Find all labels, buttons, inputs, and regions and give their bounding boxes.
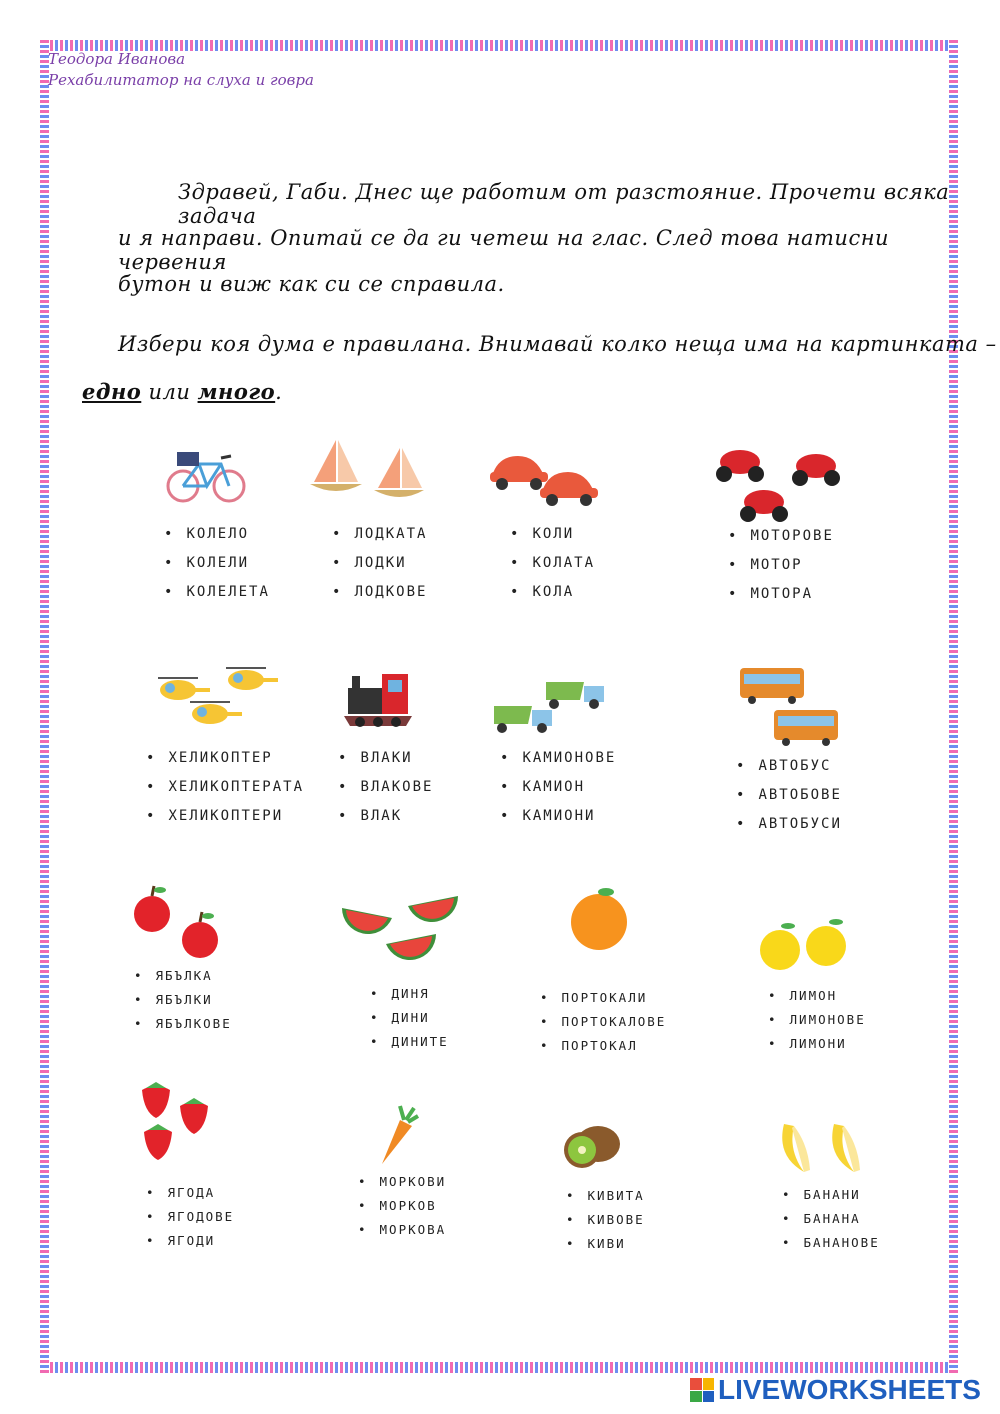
option[interactable]: • БАНАНИ: [782, 1183, 880, 1207]
option[interactable]: • АВТОБУС: [736, 752, 842, 781]
apples-icon: [132, 884, 222, 966]
option[interactable]: • БАНАНОВЕ: [782, 1231, 880, 1255]
options-bananas: [782, 1183, 880, 1255]
trucks-icon: [492, 678, 612, 740]
option[interactable]: • КОЛИ: [510, 520, 595, 549]
option[interactable]: • ДИНЯ: [370, 982, 449, 1006]
option[interactable]: • КИВИ: [566, 1232, 645, 1256]
option[interactable]: • ЯБЪЛКОВЕ: [134, 1012, 232, 1036]
option[interactable]: • КОЛА: [510, 578, 595, 607]
logo-mark-icon: [690, 1378, 714, 1402]
options-watermelons: [370, 982, 449, 1054]
instruction-line-3: бутон и виж как си се справила.: [118, 272, 505, 296]
options-helicopters: [146, 744, 304, 831]
option[interactable]: • ВЛАК: [338, 802, 433, 831]
option[interactable]: • ПОРТОКАЛ: [540, 1034, 666, 1058]
option[interactable]: • КОЛЕЛЕТА: [164, 578, 270, 607]
options-trucks: [500, 744, 616, 831]
carrot-icon: [370, 1104, 420, 1170]
option[interactable]: • ЛИМОН: [768, 984, 866, 1008]
options-lemons: [768, 984, 866, 1056]
option[interactable]: • МОТОР: [728, 551, 834, 580]
option[interactable]: • ЛОДКИ: [332, 549, 427, 578]
kiwi-icon: [560, 1122, 622, 1174]
author-role: Рехабилитатор на слуха и говра: [48, 71, 314, 89]
option[interactable]: • ЯБЪЛКИ: [134, 988, 232, 1012]
option[interactable]: • КОЛЕЛО: [164, 520, 270, 549]
author-name: Теодора Иванова: [48, 50, 186, 68]
options-orange: [540, 986, 666, 1058]
options-boats: [332, 520, 427, 607]
option[interactable]: • МОРКОВ: [358, 1194, 446, 1218]
options-apples: [134, 964, 232, 1036]
page-border-bottom: [40, 1362, 958, 1373]
word-one: едно: [82, 379, 142, 404]
option[interactable]: • ЯГОДИ: [146, 1229, 234, 1253]
train-icon: [344, 668, 414, 734]
instruction-line-4: Избери коя дума е правилана. Внимавай колко неща има на картинката –: [118, 332, 997, 356]
helicopters-icon: [150, 660, 280, 740]
option[interactable]: • МОРКОВИ: [358, 1170, 446, 1194]
options-buses: [736, 752, 842, 839]
option[interactable]: • КОЛЕЛИ: [164, 549, 270, 578]
option[interactable]: • ХЕЛИКОПТЕРИ: [146, 802, 304, 831]
option[interactable]: • КОЛАТА: [510, 549, 595, 578]
options-train: [338, 744, 433, 831]
option[interactable]: • КИВИТА: [566, 1184, 645, 1208]
option[interactable]: • МОТОРОВЕ: [728, 522, 834, 551]
option[interactable]: • АВТОБУСИ: [736, 810, 842, 839]
option[interactable]: • ЛОДКОВЕ: [332, 578, 427, 607]
option[interactable]: • ЯГОДОВЕ: [146, 1205, 234, 1229]
motorcycles-icon: [714, 440, 844, 530]
options-kiwi: [566, 1184, 645, 1256]
option[interactable]: • КАМИОН: [500, 773, 616, 802]
instruction-line-2: и я направи. Опитай се да ги четеш на глас. След това натисни червения: [118, 226, 890, 274]
sentence-end: .: [275, 380, 283, 404]
instruction-line-1: Здравей, Габи. Днес ще работим от разстояние. Прочети всяка задача: [178, 180, 950, 228]
option[interactable]: • ХЕЛИКОПТЕРАТА: [146, 773, 304, 802]
buses-icon: [738, 666, 842, 750]
option[interactable]: • ПОРТОКАЛОВЕ: [540, 1010, 666, 1034]
options-strawberries: [146, 1181, 234, 1253]
strawberries-icon: [138, 1076, 216, 1172]
option[interactable]: • ЛОДКАТА: [332, 520, 427, 549]
page-border-left: [40, 40, 49, 1373]
lemons-icon: [758, 914, 852, 978]
watermelons-icon: [340, 888, 464, 972]
options-bicycle: [164, 520, 270, 607]
cars-icon: [488, 446, 600, 510]
bananas-icon: [774, 1120, 868, 1180]
option[interactable]: • БАНАНА: [782, 1207, 880, 1231]
boats-icon: [308, 436, 426, 506]
bicycle-icon: [165, 446, 249, 510]
option[interactable]: • КАМИОНИ: [500, 802, 616, 831]
options-cars: [510, 520, 595, 607]
word-or: или: [141, 380, 198, 404]
option[interactable]: • ПОРТОКАЛИ: [540, 986, 666, 1010]
option[interactable]: • КАМИОНОВЕ: [500, 744, 616, 773]
option[interactable]: • ЛИМОНОВЕ: [768, 1008, 866, 1032]
option[interactable]: • ЛИМОНИ: [768, 1032, 866, 1056]
option[interactable]: • ДИНИ: [370, 1006, 449, 1030]
brand-text: LIVEWORKSHEETS: [718, 1374, 981, 1405]
option[interactable]: • ВЛАКИ: [338, 744, 433, 773]
options-carrot: [358, 1170, 446, 1242]
liveworksheets-logo: [690, 1374, 981, 1406]
word-many: много: [197, 379, 276, 404]
instruction-line-5: [82, 379, 282, 404]
option[interactable]: • МОТОРА: [728, 580, 834, 609]
option[interactable]: • ДИНИТЕ: [370, 1030, 449, 1054]
option[interactable]: • ЯГОДА: [146, 1181, 234, 1205]
option[interactable]: • АВТОБОВЕ: [736, 781, 842, 810]
option[interactable]: • ВЛАКОВЕ: [338, 773, 433, 802]
options-motorcycles: [728, 522, 834, 609]
option[interactable]: • ЯБЪЛКА: [134, 964, 232, 988]
option[interactable]: • КИВОВЕ: [566, 1208, 645, 1232]
orange-icon: [568, 886, 630, 956]
option[interactable]: • ХЕЛИКОПТЕР: [146, 744, 304, 773]
option[interactable]: • МОРКОВА: [358, 1218, 446, 1242]
